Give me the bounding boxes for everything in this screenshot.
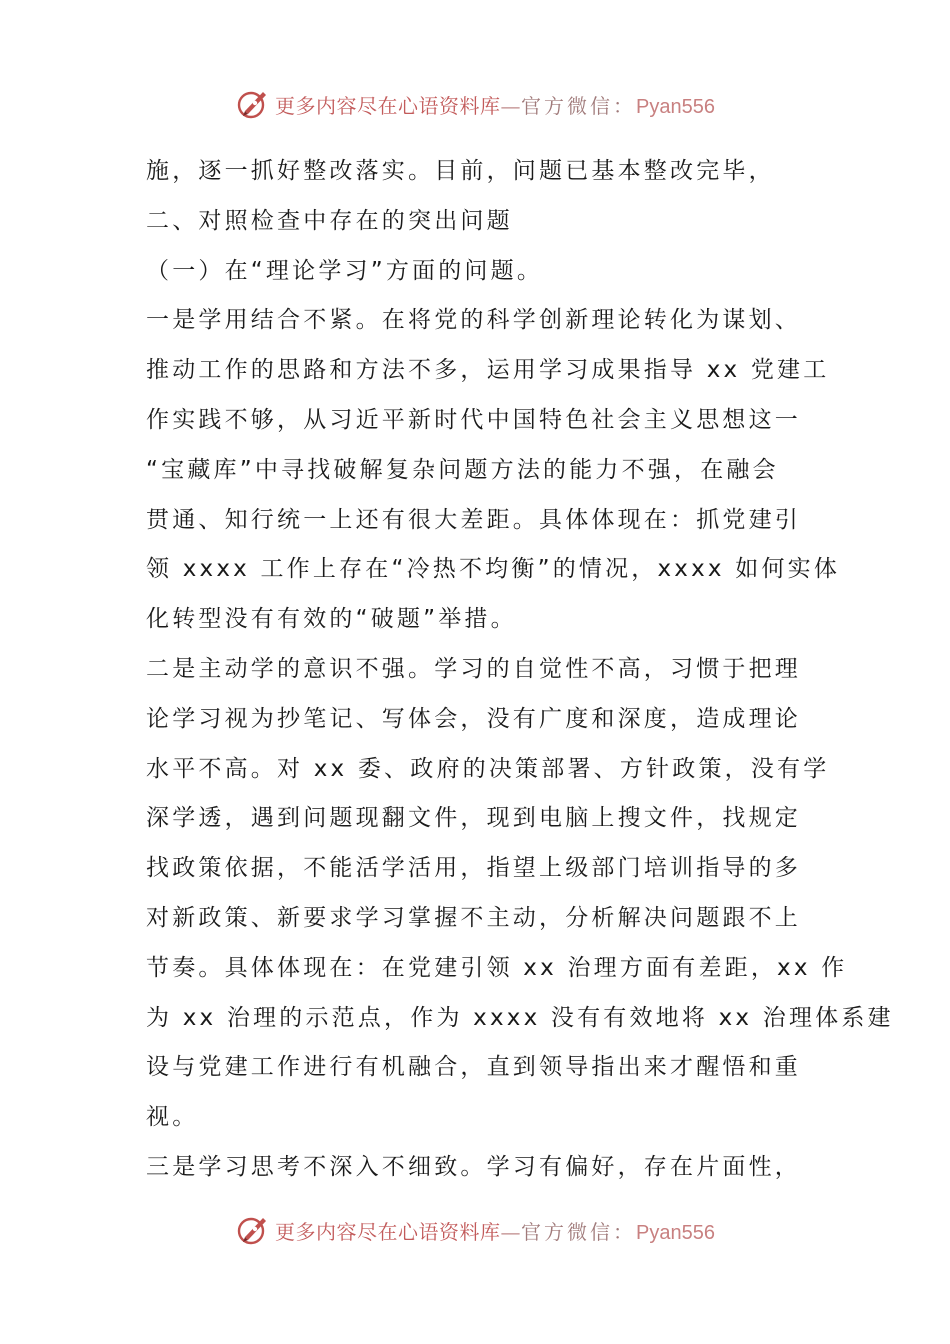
body-line: 施，逐一抓好整改落实。目前，问题已基本整改完毕， (146, 158, 775, 184)
footer-watermark (0, 1210, 950, 1250)
body-line: 对新政策、新要求学习掌握不主动，分析解决问题跟不上 (146, 904, 801, 931)
body-line: 推动工作的思路和方法不多，运用学习成果指导 xx 党建工 (146, 357, 830, 384)
body-line: 设与党建工作进行有机融合，直到领导指出来才醒悟和重 (146, 1054, 801, 1081)
body-line: 作实践不够，从习近平新时代中国特色社会主义思想这一 (146, 406, 801, 433)
pen-logo-icon (235, 1212, 271, 1248)
watermark-text (275, 1216, 715, 1245)
body-line: 领 xxxx 工作上存在“冷热不均衡”的情况，xxxx 如何实体 (146, 556, 841, 583)
body-line: 化转型没有有效的“破题”举措。 (146, 606, 517, 633)
body-line: 深学透，遇到问题现翻文件，现到电脑上搜文件，找规定 (146, 805, 801, 832)
section-heading: 二、对照检查中存在的突出问题 (146, 207, 513, 234)
body-line: 找政策依据，不能活学活用，指望上级部门培训指导的多 (146, 855, 801, 882)
header-watermark (0, 84, 950, 124)
watermark-text (275, 90, 715, 119)
body-line: 视。 (146, 1104, 199, 1131)
watermark-wechat-label: 官方微信： (521, 93, 637, 118)
watermark-wechat-id: Pyan556 (636, 95, 715, 118)
watermark-dash: — (500, 1219, 522, 1244)
watermark-dash: — (500, 93, 522, 118)
watermark-brand: 更多内容尽在心语资料库 (275, 1219, 501, 1244)
body-line: 节奏。具体体现在：在党建引领 xx 治理方面有差距，xx 作 (146, 954, 848, 981)
watermark-wechat-label: 官方微信： (521, 1219, 637, 1244)
body-line: 为 xx 治理的示范点，作为 xxxx 没有有效地将 xx 治理体系建 (146, 1004, 894, 1031)
body-line: 三是学习思考不深入不细致。学习有偏好，存在片面性， (146, 1153, 801, 1180)
watermark-brand: 更多内容尽在心语资料库 (275, 93, 501, 118)
subsection-heading: （一）在“理论学习”方面的问题。 (146, 257, 544, 284)
body-line: 水平不高。对 xx 委、政府的决策部署、方针政策，没有学 (146, 755, 830, 782)
body-line: 二是主动学的意识不强。学习的自觉性不高，习惯于把理 (146, 655, 801, 682)
body-line: 一是学用结合不紧。在将党的科学创新理论转化为谋划、 (146, 307, 801, 334)
body-line: 贯通、知行统一上还有很大差距。具体体现在：抓党建引 (146, 506, 801, 533)
body-line: 论学习视为抄笔记、写体会，没有广度和深度，造成理论 (146, 705, 801, 732)
pen-logo-icon (235, 86, 271, 122)
body-line: “宝藏库”中寻找破解复杂问题方法的能力不强，在融会 (146, 456, 779, 483)
document-body (146, 147, 894, 1193)
watermark-wechat-id: Pyan556 (636, 1221, 715, 1244)
